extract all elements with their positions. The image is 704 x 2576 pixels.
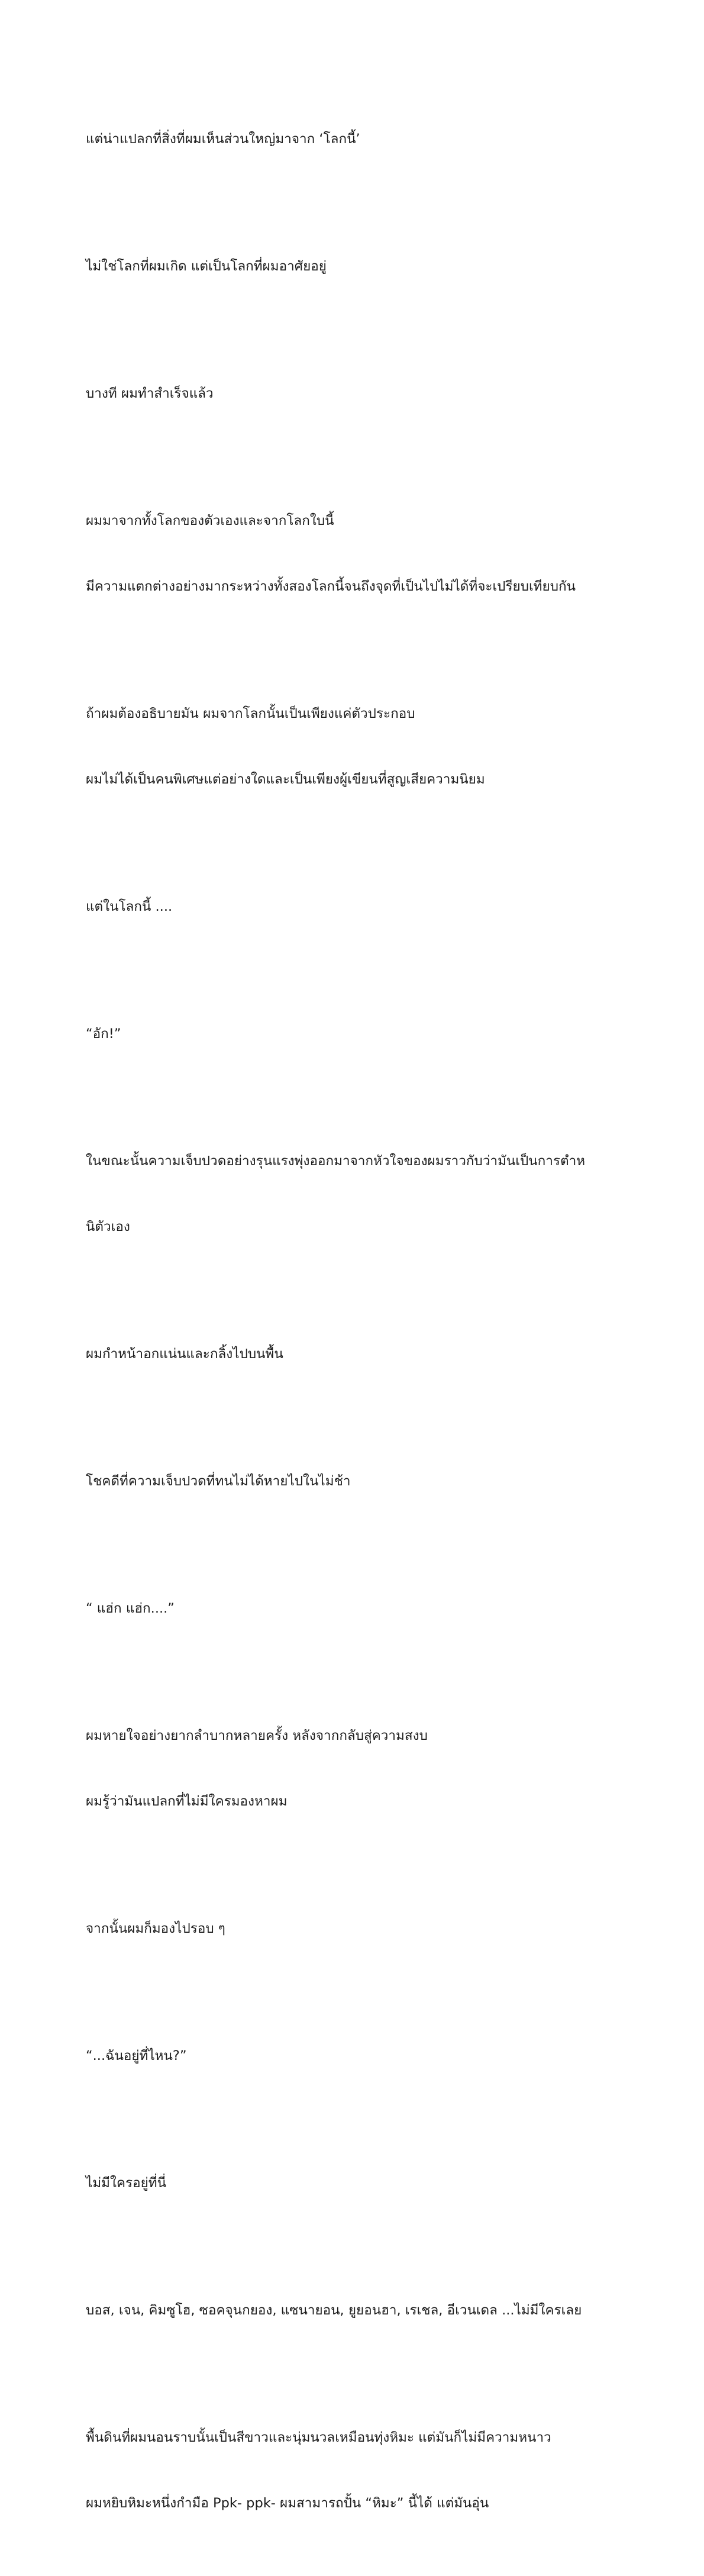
paragraph <box>86 852 636 962</box>
text-line: ผมกำหน้าอกแน่นและกลิ้งไปบนพื้น <box>86 1346 283 1362</box>
text-line: ผมไม่ได้เป็นคนพิเศษแต่อย่างใดและเป็นเพียงผู้เขียนที่สูญเสียความนิยม <box>86 772 485 787</box>
paragraph <box>86 2001 636 2111</box>
paragraph <box>86 2256 636 2365</box>
paragraph <box>86 2383 636 2558</box>
text-line: “...ฉันอยู่ที่ไหน?” <box>86 2048 187 2064</box>
text-line: ผมหายใจอย่างยากลำบากหลายครั้ง หลังจากกลับสู่ความสงบ <box>86 1728 428 1743</box>
text-line: แต่ในโลกนี้ .... <box>86 899 173 914</box>
text-line: “อัก!” <box>86 1026 121 1042</box>
text-line: ในขณะนั้นความเจ็บปวดอย่างรุนแรงพุ่งออกมาจากหัวใจของผมราวกับว่ามันเป็นการตำห <box>86 1153 586 1169</box>
text-line: ผมรู้ว่ามันแปลกที่ไม่มีใครมองหาผม <box>86 1794 288 1809</box>
text-line: มีความแตกต่างอย่างมากระหว่างทั้งสองโลกนี้จนถึงจุดที่เป็นไปไม่ได้ที่จะเปรียบเทียบกัน <box>86 579 576 594</box>
text-line: โชคดีที่ความเจ็บปวดที่ทนไม่ได้หายไปในไม่ช้า <box>86 1474 351 1489</box>
paragraph <box>86 1427 636 1536</box>
paragraph <box>86 1300 636 1409</box>
text-line: บางที ผมทำสำเร็จแล้ว <box>86 386 214 401</box>
paragraph <box>86 979 636 1089</box>
paragraph <box>86 212 636 321</box>
text-line: ไม่ใช่โลกที่ผมเกิด แต่เป็นโลกที่ผมอาศัยอยู่ <box>86 259 327 274</box>
text-line: จากนั้นผมก็มองไปรอบ ๆ <box>86 1921 225 1936</box>
text-line: นิตัวเอง <box>86 1219 130 1234</box>
text-line: ผมมาจากทั้งโลกของตัวเองและจากโลกใบนี้ <box>86 513 334 528</box>
paragraph <box>86 1874 636 1984</box>
text-line: ผมหยิบหิมะหนึ่งกำมือ Ppk- ppk- ผมสามารถปั้น “หิมะ” นี้ได้ แต่มันอุ่น <box>86 2496 489 2511</box>
text-line: ไม่มีใครอยู่ที่นี่ <box>86 2175 167 2191</box>
paragraph <box>86 1681 636 1856</box>
paragraph <box>86 659 636 834</box>
paragraph <box>86 339 636 449</box>
text-line: ถ้าผมต้องอธิบายมัน ผมจากโลกนั้นเป็นเพียงแค่ตัวประกอบ <box>86 706 415 721</box>
text-line: แต่น่าแปลกที่สิ่งที่ผมเห็นส่วนใหญ่มาจาก ‘โลกนี้’ <box>86 131 360 147</box>
text-line: “ แฮ่ก แฮ่ก....” <box>86 1601 175 1616</box>
paragraph <box>86 1554 636 1663</box>
paragraph <box>86 1107 636 1282</box>
text-line: บอส, เจน, คิมซูโฮ, ซอคจุนกยอง, แซนายอน, ยูยอนฮา, เรเชล, อีเวนเดล ...ไม่มีใครเลย <box>86 2303 582 2318</box>
text-line: พื้นดินที่ผมนอนราบนั้นเป็นสีขาวและนุ่มนวลเหมือนทุ่งหิมะ แต่มันก็ไม่มีความหนาว <box>86 2430 551 2445</box>
paragraph <box>86 466 636 641</box>
body-text <box>86 85 636 2576</box>
paragraph <box>86 2129 636 2238</box>
paragraph <box>86 85 636 194</box>
